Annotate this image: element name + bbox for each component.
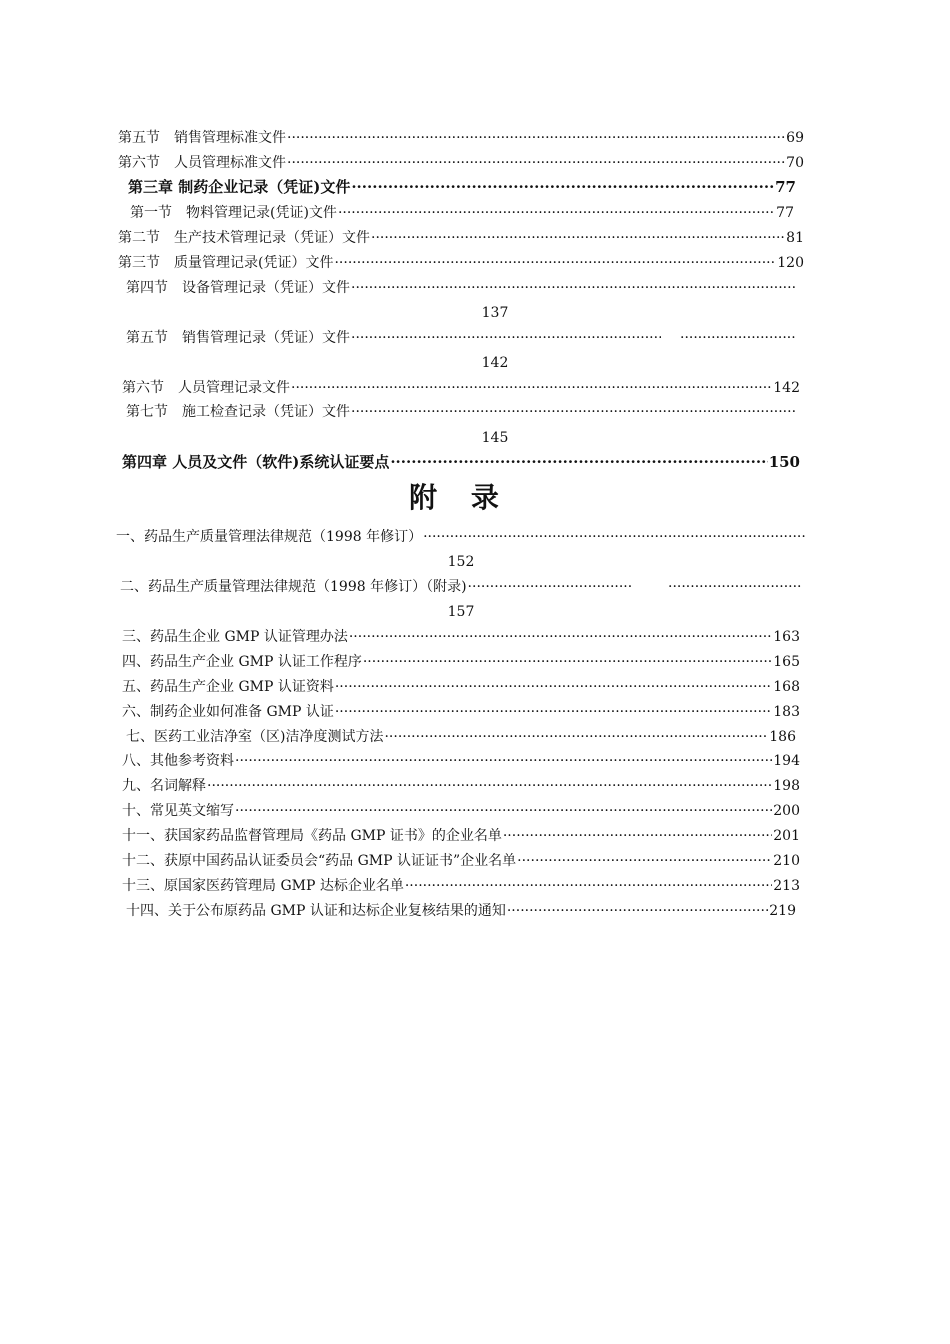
toc-page-number: 120	[777, 255, 804, 271]
appendix-page-number: 210	[773, 853, 800, 869]
leader-dots	[405, 877, 772, 895]
appendix-page-number: 198	[773, 778, 800, 794]
toc-page-number: 81	[786, 230, 804, 246]
leader-dots	[503, 827, 772, 845]
appendix-entry[interactable]	[126, 902, 796, 920]
appendix-entry[interactable]	[122, 752, 800, 770]
toc-chapter-entry[interactable]	[122, 453, 800, 471]
toc-entry[interactable]	[118, 254, 804, 272]
appendix-entry-label: 九、名词解释	[122, 778, 206, 794]
leader-dots	[351, 178, 774, 196]
leader-dots	[334, 254, 776, 272]
toc-page-number: 145	[481, 430, 509, 446]
leader-dots	[338, 204, 775, 222]
toc-page-number: 70	[786, 155, 804, 171]
appendix-page-number: 165	[773, 654, 800, 670]
appendix-entry-label: 十四、关于公布原药品 GMP 认证和达标企业复核结果的通知	[126, 903, 506, 919]
appendix-entry-label: 十一、获国家药品监督管理局《药品 GMP 证书》的企业名单	[122, 828, 502, 844]
toc-entry-label: 第六节 人员管理记录文件	[122, 380, 290, 396]
appendix-entry[interactable]	[122, 703, 800, 721]
appendix-entry-label: 三、药品生企业 GMP 认证管理办法	[122, 629, 348, 645]
appendix-page-number: 219	[769, 903, 796, 919]
toc-page-number: 142	[481, 355, 509, 371]
appendix-page-number: 168	[773, 679, 800, 695]
leader-dots	[351, 403, 795, 421]
leader-dots	[507, 902, 768, 920]
leader-dots	[207, 777, 772, 795]
appendix-entry[interactable]	[120, 578, 634, 596]
appendix-entry[interactable]	[116, 528, 806, 546]
appendix-page-number: 213	[773, 878, 800, 894]
leader-dots	[351, 279, 795, 297]
leader-dots	[351, 329, 661, 347]
toc-entry-label: 第二节 生产技术管理记录（凭证）文件	[118, 230, 370, 246]
leader-dots	[517, 852, 772, 870]
appendix-entry-label: 八、其他参考资料	[122, 753, 234, 769]
toc-entry[interactable]	[118, 229, 804, 247]
toc-page-number: 150	[768, 453, 800, 471]
appendix-heading: 附 录	[409, 481, 511, 514]
leader-dots	[384, 728, 768, 746]
leader-dots	[363, 653, 772, 671]
toc-entry-label: 第六节 人员管理标准文件	[118, 155, 286, 171]
toc-entry[interactable]	[126, 329, 662, 347]
leader-dots	[468, 578, 633, 596]
appendix-entry[interactable]	[126, 728, 796, 746]
appendix-entry-label: 七、医药工业洁净室（区)洁净度测试方法	[126, 729, 384, 745]
leader-dots	[287, 154, 785, 172]
leader-dots	[680, 329, 796, 347]
leader-dots	[235, 802, 772, 820]
appendix-entry[interactable]	[122, 827, 800, 845]
appendix-page-number: 183	[773, 704, 800, 720]
appendix-page-number: 200	[773, 803, 800, 819]
leader-dots	[335, 703, 772, 721]
toc-entry-label: 第四节 设备管理记录（凭证）文件	[126, 280, 350, 296]
leader-dots	[423, 528, 805, 546]
toc-entry-label: 第五节 销售管理标准文件	[118, 130, 286, 146]
leader-dots	[291, 379, 772, 397]
toc-entry[interactable]	[130, 204, 794, 222]
appendix-entry-label: 十、常见英文缩写	[122, 803, 234, 819]
toc-entry-label: 第七节 施工检查记录（凭证）文件	[126, 404, 350, 420]
appendix-entry[interactable]	[122, 877, 800, 895]
toc-entry[interactable]	[126, 403, 796, 421]
leader-dots	[371, 229, 785, 247]
appendix-entry[interactable]	[122, 653, 800, 671]
toc-entry[interactable]	[118, 154, 804, 172]
appendix-page-number: 163	[773, 629, 800, 645]
leader-dots	[335, 678, 772, 696]
appendix-entry-label: 二、药品生产质量管理法律规范（1998 年修订）（附录)	[120, 579, 467, 595]
appendix-entry[interactable]	[122, 852, 800, 870]
appendix-entry-label: 一、药品生产质量管理法律规范（1998 年修订）	[116, 529, 423, 545]
toc-entry-label: 第三节 质量管理记录(凭证）文件	[118, 255, 334, 271]
appendix-entry-label: 五、药品生产企业 GMP 认证资料	[122, 679, 334, 695]
appendix-entry[interactable]	[122, 628, 800, 646]
toc-page-number: 137	[481, 305, 509, 321]
toc-entry-label: 第一节 物料管理记录(凭证)文件	[130, 205, 337, 221]
appendix-page-number: 157	[447, 604, 475, 620]
appendix-entry[interactable]	[122, 777, 800, 795]
toc-chapter-label: 第四章 人员及文件（软件)系统认证要点	[122, 453, 390, 471]
toc-entry[interactable]	[122, 379, 800, 397]
toc-page-number: 77	[775, 178, 796, 196]
toc-chapter-label: 第三章 制药企业记录（凭证)文件	[128, 178, 351, 196]
appendix-entry-label: 六、制药企业如何准备 GMP 认证	[122, 704, 334, 720]
appendix-page-number: 152	[447, 554, 475, 570]
appendix-entry[interactable]	[122, 802, 800, 820]
leader-dots	[287, 129, 785, 147]
appendix-page-number: 194	[773, 753, 800, 769]
toc-page-number: 77	[776, 205, 794, 221]
appendix-entry-label: 十二、获原中国药品认证委员会“药品 GMP 认证证书”企业名单	[122, 853, 517, 869]
leader-dots	[235, 752, 772, 770]
toc-entry[interactable]	[126, 279, 796, 297]
toc-page-number: 69	[786, 130, 804, 146]
leader-dots	[390, 453, 767, 471]
appendix-entry-label: 十三、原国家医药管理局 GMP 达标企业名单	[122, 878, 404, 894]
appendix-entry-label: 四、药品生产企业 GMP 认证工作程序	[122, 654, 362, 670]
leader-dots	[349, 628, 772, 646]
toc-page-number: 142	[773, 380, 800, 396]
toc-entry[interactable]	[118, 129, 804, 147]
leader-dots	[668, 578, 802, 596]
toc-entry-label: 第五节 销售管理记录（凭证）文件	[126, 330, 350, 346]
appendix-page-number: 186	[769, 729, 796, 745]
toc-chapter-entry[interactable]	[128, 178, 796, 196]
appendix-page-number: 201	[773, 828, 800, 844]
appendix-entry[interactable]	[122, 678, 800, 696]
